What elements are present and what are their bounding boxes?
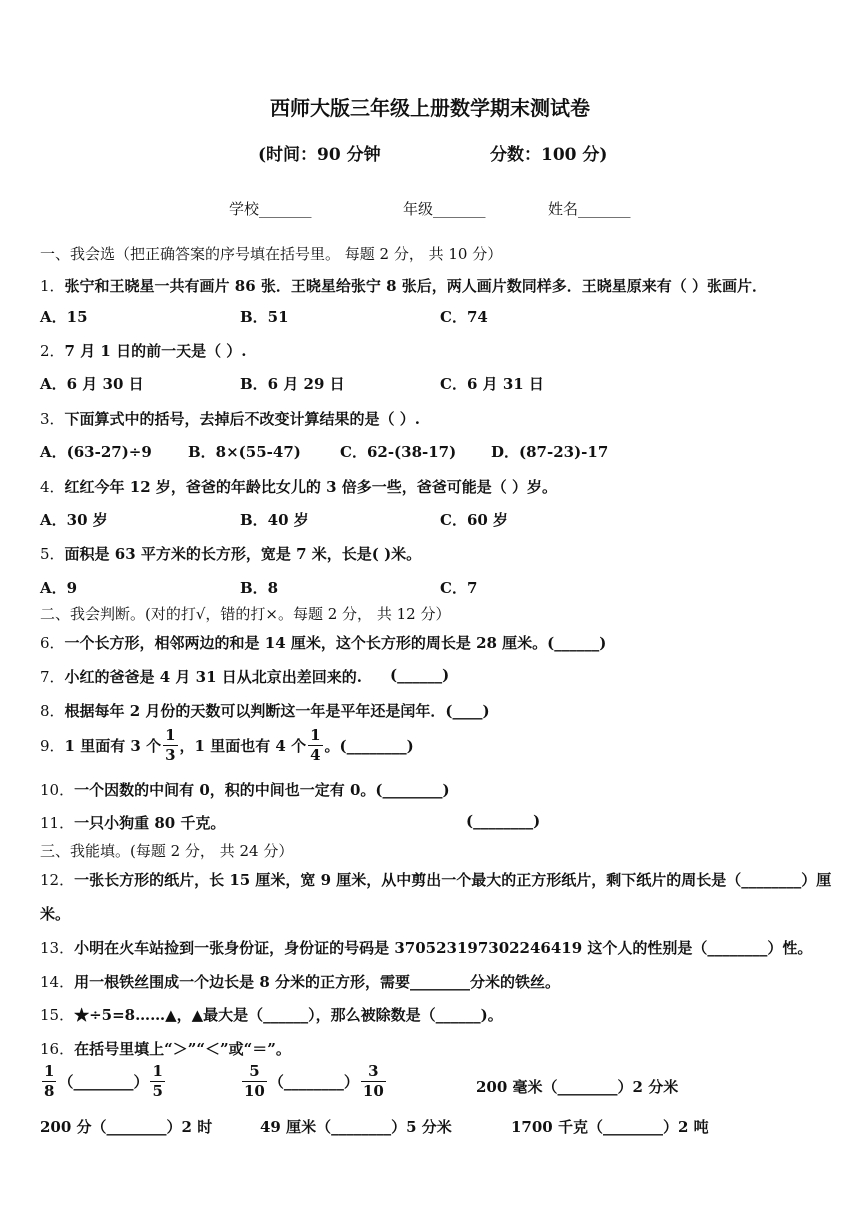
question-number: 16． [40, 1040, 75, 1058]
numerator: 3 [368, 1062, 379, 1080]
q5-option-c: C．7 [440, 579, 478, 597]
comparison-4: 200 分（________）2 时 [40, 1118, 213, 1136]
comparison-5: 49 厘米（________）5 分米 [260, 1118, 452, 1136]
denominator: 5 [152, 1082, 163, 1100]
question-number: 4． [40, 478, 65, 496]
question-7 [40, 666, 362, 687]
question-text: ★÷5=8……▲，▲最大是（______），那么被除数是（______)。 [74, 1006, 503, 1024]
fraction-right [150, 1064, 164, 1099]
question-4 [40, 476, 557, 497]
q4-option-b: B．40 岁 [240, 511, 309, 529]
question-5 [40, 543, 421, 564]
exam-score: 分数：100 分) [490, 145, 608, 165]
question-text: 用一根铁丝围成一个边长是 8 分米的正方形，需要________分米的铁丝。 [74, 973, 560, 991]
question-number: 13． [40, 939, 75, 957]
question-text: 张宁和王晓星一共有画片 86 张．王晓星给张宁 8 张后，两人画片数同样多．王晓星原来有（ ）张画片． [64, 277, 767, 295]
question-number: 15． [40, 1006, 75, 1024]
comparison-3: 200 毫米（________）2 分米 [476, 1078, 679, 1096]
question-text: 根据每年 2 月份的天数可以判断这一年是平年还是闰年．(____) [64, 702, 490, 720]
page-title: 西师大版三年级上册数学期末测试卷 [270, 96, 590, 120]
question-12 [40, 869, 831, 890]
numerator: 1 [310, 726, 321, 744]
comparison-blank: （________） [58, 1073, 149, 1091]
question-9 [40, 728, 414, 763]
q11-answer-blank: (________) [466, 812, 541, 830]
question-3 [40, 408, 420, 429]
question-number: 1． [40, 277, 65, 295]
question-1 [40, 275, 767, 296]
question-text-part2: ，1 里面也有 4 个 [179, 737, 307, 755]
denominator: 10 [244, 1082, 265, 1100]
q2-option-a: A．6 月 30 日 [40, 375, 144, 393]
question-2 [40, 340, 247, 361]
question-number: 3． [40, 410, 65, 428]
q3-option-a: A．(63-27)÷9 [40, 443, 152, 461]
question-text: 面积是 63 平方米的长方形，宽是 7 米，长是( )米。 [64, 545, 422, 563]
q1-option-a: A．15 [40, 308, 88, 326]
q1-option-b: B．51 [240, 308, 289, 326]
question-text: 红红今年 12 岁，爸爸的年龄比女儿的 3 倍多一些，爸爸可能是（ ）岁。 [64, 478, 557, 496]
numerator: 1 [165, 726, 176, 744]
question-11 [40, 812, 225, 833]
question-number: 5． [40, 545, 65, 563]
numerator: 5 [249, 1062, 260, 1080]
question-text-part1: 1 里面有 3 个 [64, 737, 162, 755]
comparison-6: 1700 千克（________）2 吨 [511, 1118, 709, 1136]
fraction-one-third [163, 728, 177, 763]
q5-option-b: B．8 [240, 579, 279, 597]
q3-option-d: D．(87-23)-17 [491, 443, 609, 461]
comparison-2 [240, 1064, 388, 1099]
denominator: 10 [362, 1082, 384, 1100]
denominator: 4 [310, 746, 321, 764]
question-number: 12． [40, 871, 75, 889]
q1-option-c: C．74 [440, 308, 488, 326]
question-text: 一张长方形的纸片，长 15 厘米，宽 9 厘米，从中剪出一个最大的正方形纸片，剩下纸片的周长是（________）厘 [74, 871, 832, 889]
question-13 [40, 937, 812, 958]
question-text: 下面算式中的括号，去掉后不改变计算结果的是（ ）. [64, 410, 420, 428]
q4-option-c: C．60 岁 [440, 511, 509, 529]
question-number: 2． [40, 342, 65, 360]
numerator: 1 [152, 1062, 163, 1080]
comparison-1 [40, 1064, 167, 1099]
question-6 [40, 632, 606, 653]
section-2-heading: 二、我会判断。(对的打√，错的打×。每题 2 分， 共 12 分） [40, 605, 451, 623]
comparison-blank: （________） [268, 1073, 359, 1091]
question-number: 8． [40, 702, 65, 720]
question-text: 在括号里填上“＞”“＜”或“＝”。 [74, 1040, 291, 1058]
question-text: 小明在火车站捡到一张身份证，身份证的号码是 370523197302246419 这个人的性别是（________）性。 [74, 939, 813, 957]
fraction-left [242, 1064, 267, 1099]
fraction-left [42, 1064, 56, 1099]
q4-option-a: A．30 岁 [40, 511, 108, 529]
fraction-right [361, 1064, 386, 1099]
question-text-part3: 。(________) [324, 737, 414, 755]
q2-option-c: C．6 月 31 日 [440, 375, 544, 393]
question-number: 10． [40, 781, 75, 799]
question-14 [40, 971, 560, 992]
q2-option-b: B．6 月 29 日 [240, 375, 345, 393]
question-text: 一个长方形，相邻两边的和是 14 厘米，这个长方形的周长是 28 厘米。(______) [64, 634, 607, 652]
section-3-heading: 三、我能填。(每题 2 分， 共 24 分） [40, 842, 294, 860]
question-10 [40, 779, 450, 800]
question-16 [40, 1038, 291, 1059]
section-1-heading: 一、我会选（把正确答案的序号填在括号里。 每题 2 分， 共 10 分） [40, 245, 503, 263]
question-number: 11． [40, 814, 75, 832]
question-text: 小红的爸爸是 4 月 31 日从北京出差回来的. [64, 668, 362, 686]
question-text: 7 月 1 日的前一天是（ ）. [64, 342, 247, 360]
exam-time: (时间：90 分钟 [258, 145, 381, 165]
q3-option-b: B．8×(55-47) [188, 443, 301, 461]
q5-option-a: A．9 [40, 579, 78, 597]
question-number: 7． [40, 668, 65, 686]
question-number: 6． [40, 634, 65, 652]
numerator: 1 [44, 1062, 55, 1080]
question-number: 9． [40, 737, 65, 755]
school-field: 学校_______ [229, 200, 312, 218]
question-text: 一个因数的中间有 0，积的中间也一定有 0。(________) [74, 781, 450, 799]
grade-field: 年级_______ [403, 200, 486, 218]
q7-answer-blank: (______) [390, 666, 450, 684]
question-number: 14． [40, 973, 75, 991]
question-8 [40, 700, 490, 721]
denominator: 8 [44, 1082, 55, 1100]
name-field: 姓名_______ [548, 200, 631, 218]
question-15 [40, 1004, 503, 1025]
q3-option-c: C．62-(38-17) [340, 443, 457, 461]
fraction-one-fourth [308, 728, 322, 763]
question-text: 一只小狗重 80 千克。 [74, 814, 226, 832]
denominator: 3 [165, 746, 176, 764]
question-12-continued: 米。 [40, 905, 71, 923]
